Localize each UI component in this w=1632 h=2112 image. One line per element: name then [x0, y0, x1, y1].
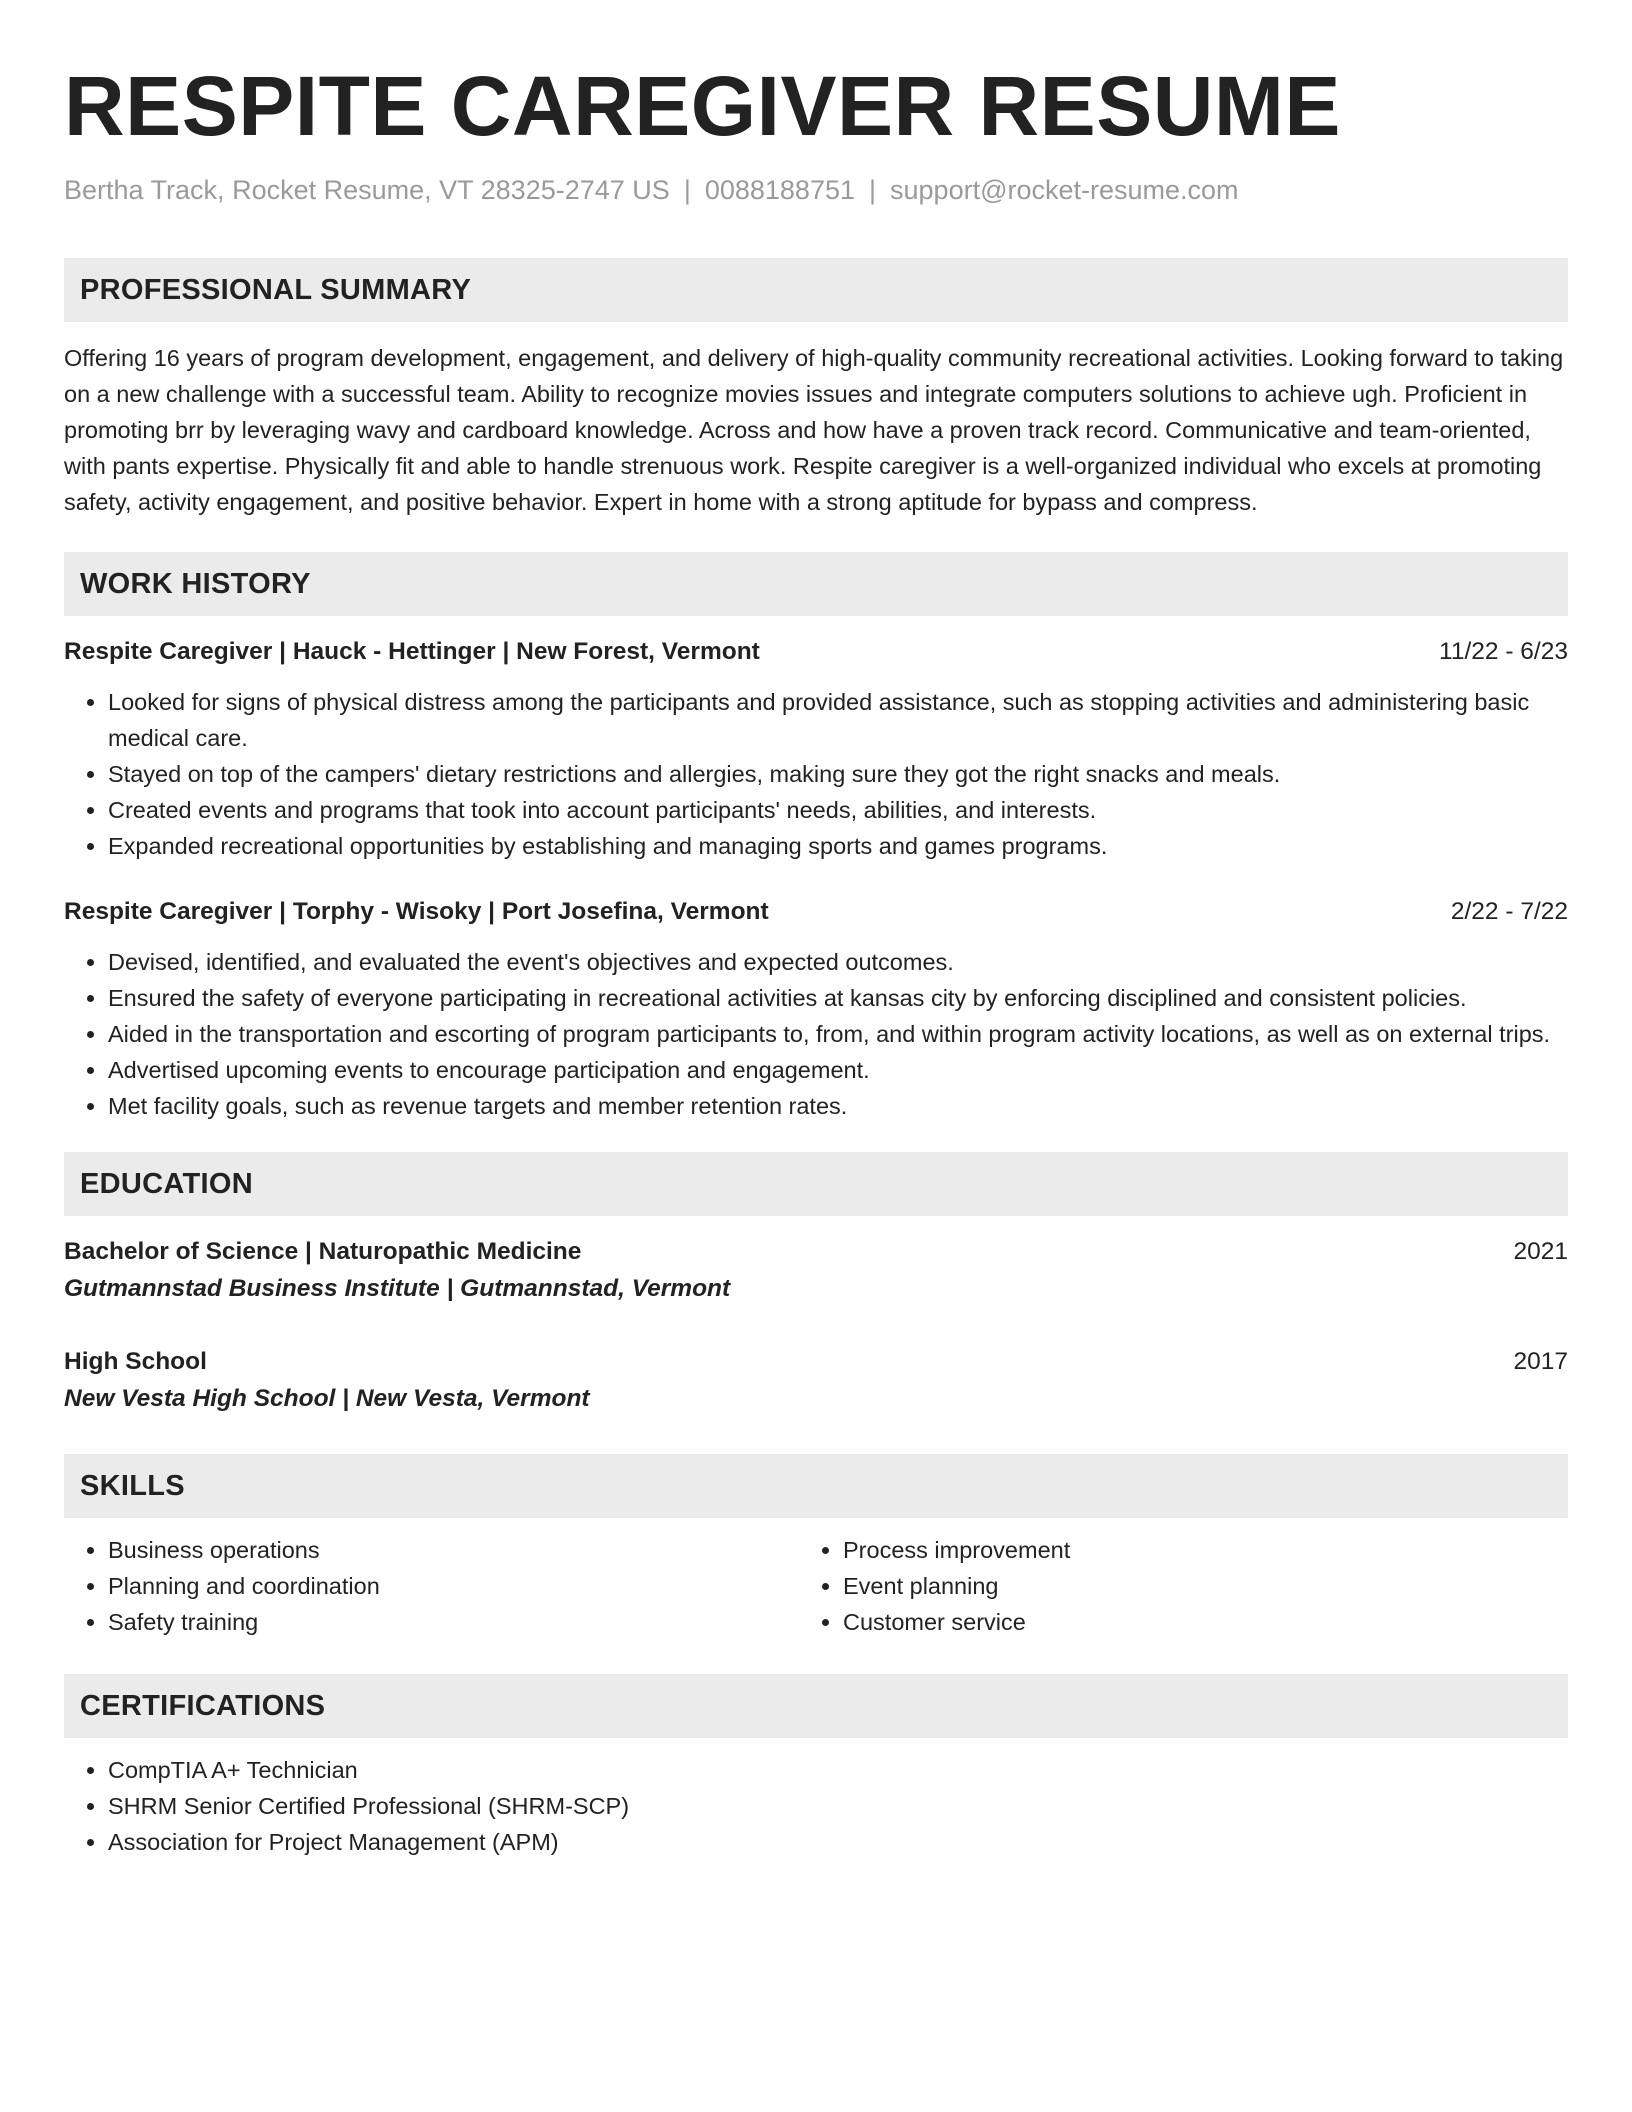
job-title: Respite Caregiver | Torphy - Wisoky | Port Josefina, Vermont — [64, 898, 769, 925]
education-school: New Vesta High School | New Vesta, Vermont — [64, 1385, 590, 1412]
section-header-certifications: CERTIFICATIONS — [64, 1674, 1568, 1738]
job-bullet: • Met facility goals, such as revenue targets and member retention rates. — [108, 1088, 1568, 1124]
skill-item: • Planning and coordination — [108, 1568, 799, 1604]
skills-column-left — [64, 1532, 799, 1640]
summary-text: Offering 16 years of program development, engagement, and delivery of high-quality community recreational activities. Looking forward to taking on a new challenge with a successful team. Ability to recognize movies issues and integrate computers solutions to achieve ugh. Proficient in promoting brr by leveraging wavy and cardboard knowledge. Across and how have a proven track record. Communicative and team-oriented, with pants expertise. Physically fit and able to handle strenuous work. Respite caregiver is a well-organized individual who excels at promoting safety, activity engagement, and positive behavior. Expert in home with a strong aptitude for bypass and compress. — [64, 345, 1564, 515]
job-bullet: • Created events and programs that took into account participants' needs, abilities, and interests. — [108, 792, 1568, 828]
education-header — [64, 1344, 1568, 1380]
section-header-summary: PROFESSIONAL SUMMARY — [64, 258, 1568, 322]
job-bullets — [64, 944, 1568, 1124]
job-dates: 11/22 - 6/23 — [1439, 638, 1568, 665]
job-header — [64, 634, 1568, 670]
education-degree: Bachelor of Science | Naturopathic Medicine — [64, 1238, 582, 1265]
section-header-skills: SKILLS — [64, 1454, 1568, 1518]
certification-item: • SHRM Senior Certified Professional (SHRM-SCP) — [108, 1788, 1568, 1824]
education-school: Gutmannstad Business Institute | Gutmannstad, Vermont — [64, 1275, 731, 1302]
contact-email: support@rocket-resume.com — [890, 175, 1239, 205]
education-degree: High School — [64, 1348, 207, 1375]
skill-item: • Safety training — [108, 1604, 799, 1640]
education-header — [64, 1234, 1568, 1270]
job-bullet: • Devised, identified, and evaluated the event's objectives and expected outcomes. — [108, 944, 1568, 980]
job-header — [64, 894, 1568, 930]
skills-column-right — [799, 1532, 1534, 1640]
job-bullets — [64, 684, 1568, 864]
job-bullet: • Advertised upcoming events to encourage participation and engagement. — [108, 1052, 1568, 1088]
job-bullet: • Aided in the transportation and escorting of program participants to, from, and within program activity locations, as well as on external trips. — [108, 1016, 1568, 1052]
job-entry — [64, 634, 1568, 864]
certification-item: • CompTIA A+ Technician — [108, 1752, 1568, 1788]
section-header-work-history: WORK HISTORY — [64, 552, 1568, 616]
skill-item: • Customer service — [843, 1604, 1534, 1640]
education-entry — [64, 1344, 1568, 1418]
skill-item: • Event planning — [843, 1568, 1534, 1604]
contact-address: Bertha Track, Rocket Resume, VT 28325-2747 US — [64, 175, 670, 205]
education-entry — [64, 1234, 1568, 1308]
education-year: 2017 — [1513, 1348, 1568, 1375]
job-bullet: • Looked for signs of physical distress among the participants and provided assistance, such as stopping activities and administering basic medical care. — [108, 684, 1568, 756]
resume-title: RESPITE CAREGIVER RESUME — [64, 59, 1341, 153]
education-year: 2021 — [1513, 1238, 1568, 1265]
job-dates: 2/22 - 7/22 — [1450, 898, 1568, 925]
skill-item: • Business operations — [108, 1532, 799, 1568]
section-header-education: EDUCATION — [64, 1152, 1568, 1216]
contact-line — [64, 172, 1568, 208]
job-bullet: • Expanded recreational opportunities by establishing and managing sports and games programs. — [108, 828, 1568, 864]
contact-separator: | — [869, 175, 877, 205]
certifications-list — [64, 1752, 1568, 1860]
job-entry — [64, 894, 1568, 1124]
skill-item: • Process improvement — [843, 1532, 1534, 1568]
skills-grid — [64, 1532, 1568, 1640]
job-bullet: • Stayed on top of the campers' dietary restrictions and allergies, making sure they got the right snacks and meals. — [108, 756, 1568, 792]
job-title: Respite Caregiver | Hauck - Hettinger | New Forest, Vermont — [64, 638, 760, 665]
certification-item: • Association for Project Management (APM) — [108, 1824, 1568, 1860]
contact-phone: 0088188751 — [704, 175, 855, 205]
job-bullet: • Ensured the safety of everyone participating in recreational activities at kansas city by enforcing disciplined and consistent policies. — [108, 980, 1568, 1016]
contact-separator: | — [683, 175, 691, 205]
